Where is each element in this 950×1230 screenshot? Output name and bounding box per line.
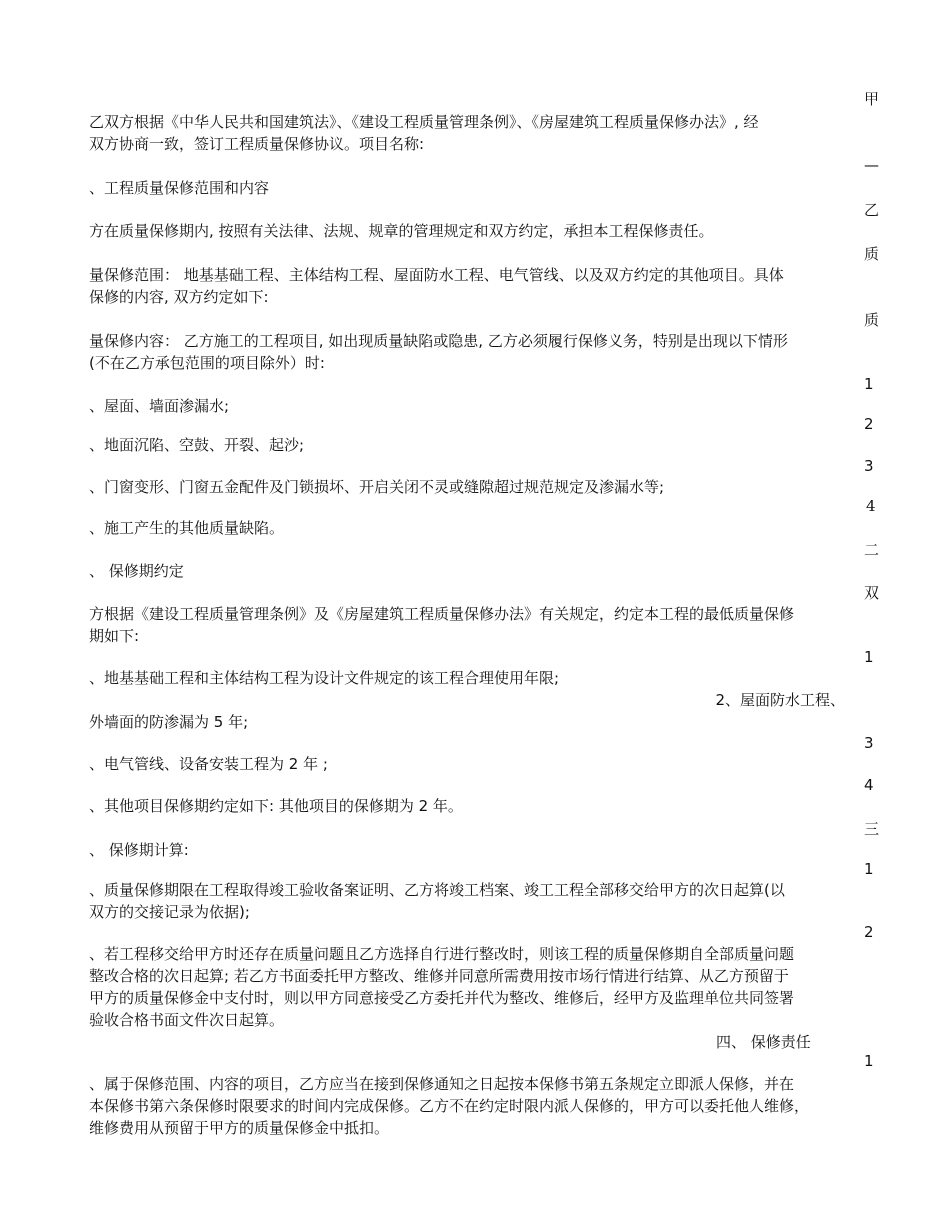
margin-char: 乙: [864, 201, 880, 219]
margin-char: 1: [864, 860, 874, 878]
paragraph-line: 量保修范围： 地基基础工程、主体结构工程、屋面防水工程、电气管线、以及双方约定的其他项目。具体: [89, 266, 784, 284]
paragraph-line: 验收合格书面文件次日起算。: [89, 1011, 285, 1029]
margin-char: 1: [864, 1052, 874, 1070]
paragraph-line: 期如下:: [89, 627, 140, 645]
list-item: 、地基基础工程和主体结构工程为设计文件规定的该工程合理使用年限;: [89, 669, 560, 687]
section-heading: 四、 保修责任: [716, 1033, 811, 1051]
margin-char: 双: [864, 584, 880, 602]
margin-char: 3: [864, 457, 874, 475]
margin-char: 4: [866, 497, 876, 515]
paragraph-line: 整改合格的次日起算; 若乙方书面委托甲方整改、维修并同意所需费用按市场行情进行结算、从乙方预留于: [89, 967, 789, 985]
margin-char: 1: [864, 375, 874, 393]
paragraph-line: 双方协商一致，签订工程质量保修协议。项目名称:: [89, 135, 425, 153]
section-heading: 、 保修期计算:: [89, 841, 189, 859]
paragraph-line: 量保修内容： 乙方施工的工程项目, 如出现质量缺陷或隐患, 乙方必须履行保修义务，特别是出现以下情形: [89, 332, 788, 350]
margin-char: 4: [864, 776, 874, 794]
section-heading: 、 保修期约定: [89, 562, 184, 580]
margin-char: 甲: [864, 90, 880, 108]
list-item: 、施工产生的其他质量缺陷。: [89, 519, 285, 537]
paragraph-line: 、属于保修范围、内容的项目，乙方应当在接到保修通知之日起按本保修书第五条规定立即派人保修，并在: [89, 1075, 795, 1093]
paragraph-line: 方在质量保修期内, 按照有关法律、法规、规章的管理规定和双方约定，承担本工程保修责任。: [89, 222, 714, 240]
margin-char: 质: [864, 245, 880, 263]
paragraph-line: 、质量保修期限在工程取得竣工验收备案证明、乙方将竣工档案、竣工工程全部移交给甲方的次日起算(以: [89, 881, 785, 899]
paragraph-line: 保修的内容, 双方约定如下:: [89, 288, 269, 306]
list-item: 外墙面的防渗漏为 5 年;: [89, 713, 249, 731]
paragraph-line: 双方的交接记录为依据);: [89, 903, 250, 921]
paragraph-line: 维修费用从预留于甲方的质量保修金中抵扣。: [89, 1119, 390, 1137]
paragraph-line: 方根据《建设工程质量管理条例》及《房屋建筑工程质量保修办法》有关规定，约定本工程的最低质量保修: [89, 605, 795, 623]
section-heading: 、工程质量保修范围和内容: [89, 179, 270, 197]
list-item: 、其他项目保修期约定如下: 其他项目的保修期为 2 年。: [89, 797, 463, 815]
paragraph-line: 乙双方根据《中华人民共和国建筑法》、《建设工程质量管理条例》、《房屋建筑工程质量保修办法》, 经: [89, 113, 759, 131]
margin-char: 2: [864, 415, 874, 433]
paragraph-line: 、若工程移交给甲方时还存在质量问题且乙方选择自行进行整改时，则该工程的质量保修期自全部质量问题: [89, 945, 795, 963]
paragraph-line: (不在乙方承包范围的项目除外）时:: [89, 354, 325, 372]
list-item: 、门窗变形、门窗五金配件及门锁损坏、开启关闭不灵或缝隙超过规范规定及渗漏水等;: [89, 478, 665, 496]
paragraph-line: 甲方的质量保修金中支付时，则以甲方同意接受乙方委托并代为整改、维修后，经甲方及监理单位共同签署: [89, 989, 795, 1007]
paragraph-line: 本保修书第六条保修时限要求的时间内完成保修。乙方不在约定时限内派人保修的，甲方可以委托他人维修，: [89, 1097, 810, 1115]
margin-char: —: [864, 156, 879, 174]
list-item: 、电气管线、设备安装工程为 2 年 ;: [89, 755, 328, 773]
margin-char: 1: [864, 648, 874, 666]
list-item: 、地面沉陷、空鼓、开裂、起沙;: [89, 436, 305, 454]
margin-char: 2: [864, 923, 874, 941]
margin-char: 三: [864, 820, 880, 838]
margin-char: 3: [864, 734, 874, 752]
list-item: 2、屋面防水工程、: [715, 691, 845, 709]
list-item: 、屋面、墙面渗漏水;: [89, 397, 230, 415]
margin-char: 二: [864, 541, 880, 559]
margin-char: 质: [864, 311, 880, 329]
